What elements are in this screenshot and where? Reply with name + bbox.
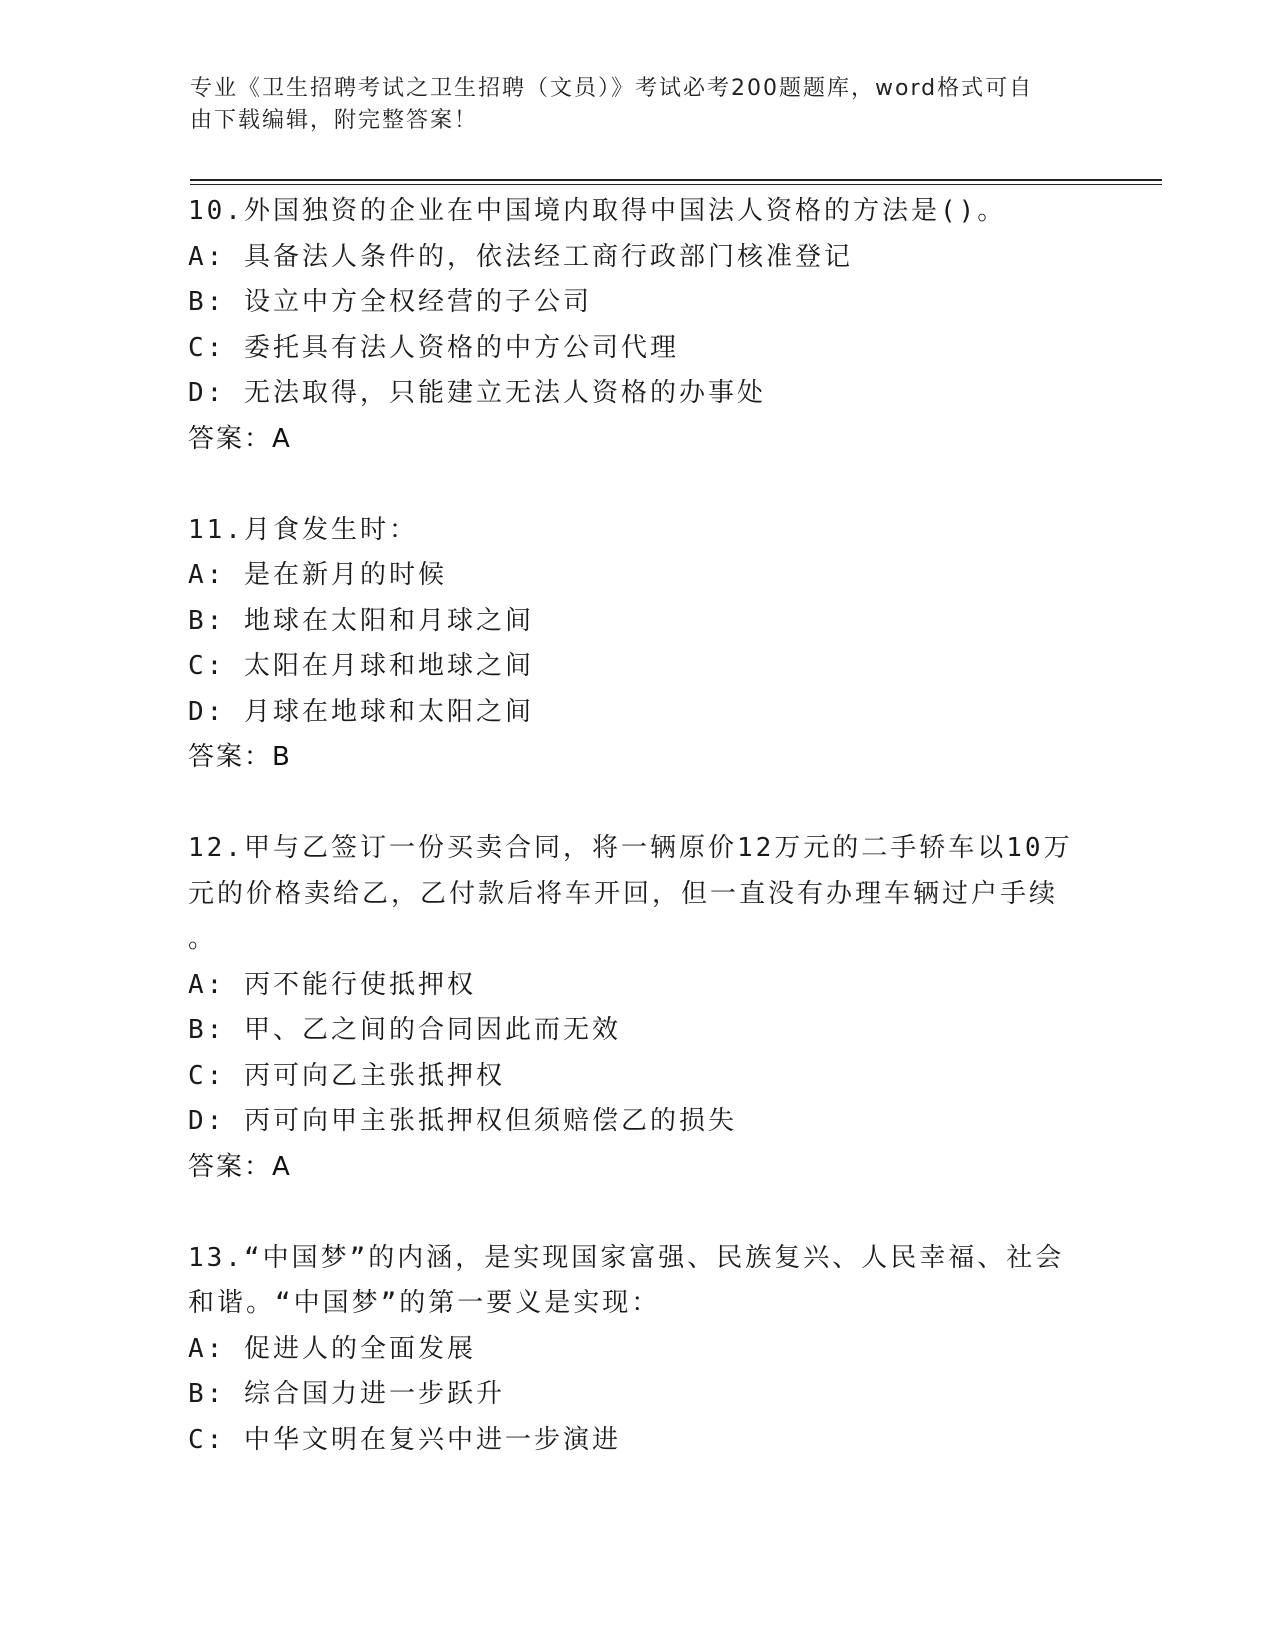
option-a: A: 具备法人条件的，依法经工商行政部门核准登记 — [188, 241, 853, 272]
header-divider-thick — [190, 179, 1162, 181]
option-b: B: 设立中方全权经营的子公司 — [188, 287, 592, 317]
option-a: A: 促进人的全面发展 — [188, 1333, 476, 1364]
answer-label: 答案：B — [188, 742, 292, 772]
option-c: C: 太阳在月球和地球之间 — [188, 651, 534, 681]
option-b: B: 地球在太阳和月球之间 — [188, 605, 534, 636]
question-stem-line-2: 和谐。“中国梦”的第一要义是实现： — [188, 1288, 661, 1318]
question-11 — [188, 508, 1088, 781]
option-c: C: 委托具有法人资格的中方公司代理 — [188, 332, 679, 363]
option-d: D: 无法取得，只能建立无法人资格的办事处 — [188, 378, 766, 408]
header-divider-thin — [190, 184, 1162, 185]
option-d: D: 丙可向甲主张抵押权但须赔偿乙的损失 — [188, 1106, 737, 1136]
question-stem-line-1: 13.“中国梦”的内涵，是实现国家富强、民族复兴、人民幸福、社会 — [188, 1242, 1065, 1273]
answer-label: 答案：A — [188, 423, 292, 454]
question-stem: 11.月食发生时： — [188, 514, 418, 545]
answer-label: 答案：A — [188, 1151, 292, 1182]
question-stem: 10.外国独资的企业在中国境内取得中国法人资格的方法是()。 — [188, 196, 1007, 226]
document-header — [190, 73, 1090, 137]
spacer — [188, 1190, 1088, 1236]
question-stem-line-1: 12.甲与乙签订一份买卖合同，将一辆原价12万元的二手轿车以10万 — [188, 833, 1073, 863]
question-12 — [188, 826, 1088, 1190]
option-c: C: 中华文明在复兴中进一步演进 — [188, 1424, 621, 1455]
question-10 — [188, 189, 1088, 462]
question-13 — [188, 1236, 1088, 1464]
option-b: B: 甲、乙之间的合同因此而无效 — [188, 1015, 621, 1045]
option-d: D: 月球在地球和太阳之间 — [188, 696, 534, 727]
question-list — [188, 189, 1088, 1463]
spacer — [188, 781, 1088, 827]
option-a: A: 是在新月的时候 — [188, 560, 447, 590]
header-line-2: 由下载编辑，附完整答案！ — [190, 108, 479, 133]
option-c: C: 丙可向乙主张抵押权 — [188, 1060, 505, 1091]
question-stem-line-3: 。 — [188, 924, 218, 954]
option-a: A: 丙不能行使抵押权 — [188, 969, 476, 1000]
spacer — [188, 462, 1088, 508]
question-stem-line-2: 元的价格卖给乙，乙付款后将车开回，但一直没有办理车辆过户手续 — [188, 878, 1059, 909]
option-b: B: 综合国力进一步跃升 — [188, 1379, 505, 1409]
header-line-1: 专业《卫生招聘考试之卫生招聘（文员）》考试必考200题题库，word格式可自 — [190, 76, 1034, 101]
